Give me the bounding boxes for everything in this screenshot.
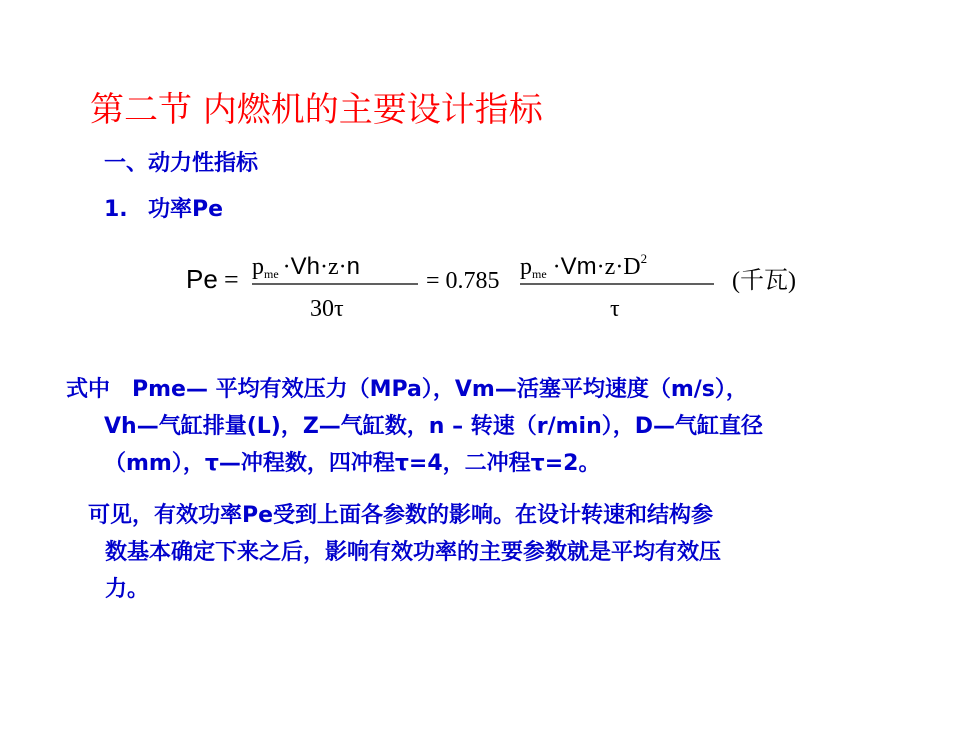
explanation-line-3: （mm），τ—冲程数，四冲程τ=4，二冲程τ=2。 bbox=[104, 451, 601, 476]
paragraph-line-1: 可见，有效功率Pe受到上面各参数的影响。在设计转速和结构参 bbox=[88, 503, 714, 528]
paragraph-line-2: 数基本确定下来之后，影响有效功率的主要参数就是平均有效压 bbox=[105, 540, 722, 565]
page-title: 第二节 内燃机的主要设计指标 bbox=[90, 90, 543, 130]
explanation-line-1: 式中 Pme— 平均有效压力（MPa），Vm—活塞平均速度（m/s）， bbox=[66, 377, 748, 402]
formula-eq1: = bbox=[224, 265, 239, 294]
power-formula bbox=[180, 248, 840, 328]
formula-unit: (千瓦) bbox=[732, 268, 796, 294]
item-heading bbox=[104, 192, 223, 223]
paragraph-line-3: 力。 bbox=[105, 577, 150, 602]
fraction1-numerator: pme ·Vh·z·n bbox=[252, 253, 361, 281]
item-label: 功率Pe bbox=[148, 197, 224, 222]
conclusion-paragraph bbox=[88, 497, 908, 608]
explanation-line-2: Vh—气缸排量(L)，Z—气缸数，n – 转速（r/min），D—气缸直径 bbox=[104, 414, 764, 439]
formula-eq2: = 0.785 bbox=[426, 268, 500, 294]
fraction2-numerator: pme $\cdot Vm\cdot z\cdot D^2$ bbox=[520, 251, 648, 281]
formula-lhs: Pe bbox=[186, 264, 218, 294]
fraction1-denominator: 30τ bbox=[310, 296, 344, 322]
section-heading: 一、动力性指标 bbox=[104, 151, 259, 176]
symbol-explanation bbox=[66, 371, 926, 482]
fraction2-denominator: τ bbox=[610, 296, 620, 322]
item-number: 1. bbox=[104, 197, 128, 222]
